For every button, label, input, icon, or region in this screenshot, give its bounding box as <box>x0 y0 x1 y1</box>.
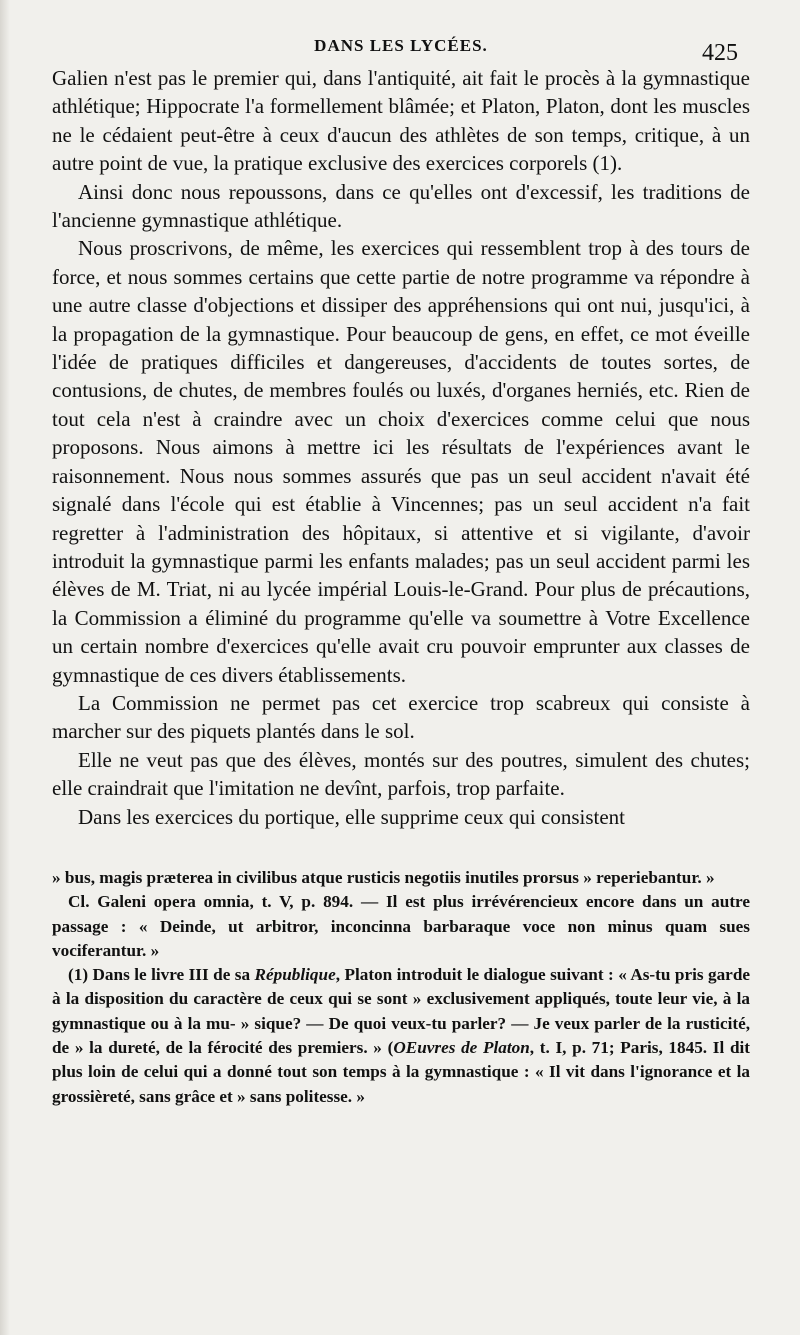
page-number: 425 <box>702 40 738 66</box>
footnote-text: , Platon introduit le dialogue suivant : « As-tu pris garde à la disposition du caractère de ceux qui se sont » exclusivement appliqués, toute leur vie, à la gymnastique ou à la mu- » sique? — De quoi veux-tu parler? — Je veux parler de la rusticité, de » la dureté, de la férocité des premiers. » ( <box>52 965 751 1058</box>
footnote-book-title: OEuvres de Platon <box>393 1038 530 1058</box>
footnote-continuation: » bus, magis præterea in civilibus atque rusticis negotiis inutiles prorsus » reperiebantur. » <box>52 867 715 887</box>
paragraph: Galien n'est pas le premier qui, dans l'antiquité, ait fait le procès à la gymnastique athlétique; Hippocrate l'a formellement blâmée; et Platon, Platon, dont les muscles ne le cédaient peut-être à ceux d'aucun des athlètes de son temps, critique, à un autre point de vue, la pratique exclusive des exercices corporels (1). <box>52 66 750 176</box>
running-title: DANS LES LYCÉES. <box>314 36 488 55</box>
footnote-text: (1) Dans le livre III de sa <box>68 965 255 985</box>
paragraph: Nous proscrivons, de même, les exercices qui ressemblent trop à des tours de force, et nous sommes certains que cette partie de notre programme va répondre à une autre classe d'objections et dissiper des appréhensions qui ont nui, jusqu'ici, à la propagation de la gymnastique. Pour beaucoup de gens, en effet, ce mot éveille l'idée de pratiques difficiles et dangereuses, d'accidents de toutes sortes, de contusions, de chutes, de membres foulés ou luxés, d'organes herniés, etc. Rien de tout cela n'est à craindre avec un choix d'exercices comme celui que nous proposons. Nous aimons à mettre ici les résultats de l'expériences avant le raisonnement. Nous nous sommes assurés que pas un seul accident n'avait été signalé dans l'école qui est établie à Vincennes; pas un seul accident n'a fait regretter à l'administration des hôpitaux, si attentive et si vigilante, d'avoir introduit la gymnastique parmi les enfants malades; pas un seul accident parmi les élèves de M. Triat, ni au lycée impérial Louis-le-Grand. Pour plus de précautions, la Commission a éliminé du programme qu'elle va soumettre à Votre Excellence un certain nombre d'exercices qu'elle avait cru pouvoir emprunter aux classes de gymnastique de ces divers établissements. <box>52 236 750 687</box>
page-header <box>52 28 750 66</box>
footnote-book-title: République <box>254 965 336 985</box>
paragraph: Dans les exercices du portique, elle supprime ceux qui consistent <box>78 804 626 829</box>
body-text <box>52 64 750 831</box>
paragraph: La Commission ne permet pas cet exercice trop scabreux qui consiste à marcher sur des piquets plantés dans le sol. <box>52 690 750 744</box>
footnote-text: , t. I, p. 71; Paris, 1845. Il dit plus loin de celui qui a donné tout son temps à la gymnastique : « Il vit dans l'ignorance et la grossièreté, sans grâce et » sans politesse. » <box>52 1038 750 1106</box>
footnote-citation: Cl. Galeni opera omnia, t. V, p. 894. — Il est plus irrévérencieux encore dans un autre passage : « Deinde, ut arbitror, inconcinna barbaraque voce non minus quam sues vociferantur. » <box>52 892 750 960</box>
footnotes <box>52 866 750 1109</box>
footnote-1 <box>52 963 750 1109</box>
paragraph: Elle ne veut pas que des élèves, montés sur des poutres, simulent des chutes; elle craindrait que l'imitation ne devînt, parfois, trop parfaite. <box>52 747 750 801</box>
paragraph: Ainsi donc nous repoussons, dans ce qu'elles ont d'excessif, les traditions de l'ancienne gymnastique athlétique. <box>52 179 750 233</box>
